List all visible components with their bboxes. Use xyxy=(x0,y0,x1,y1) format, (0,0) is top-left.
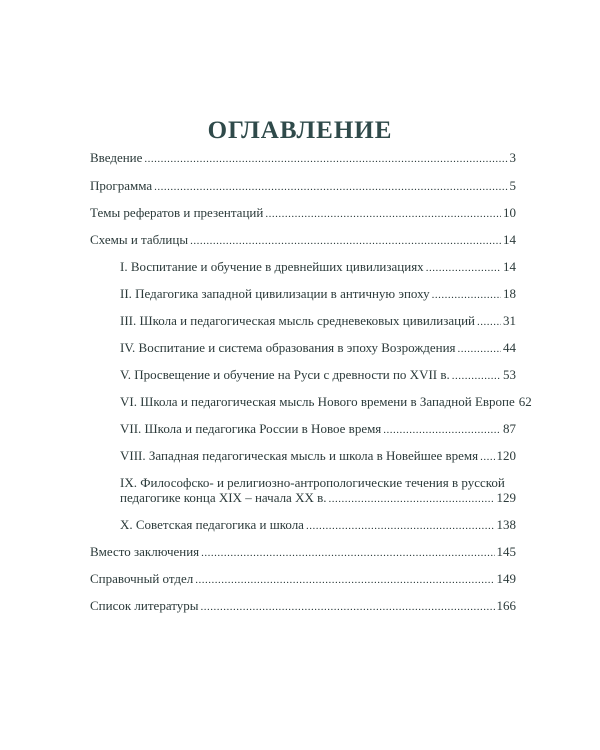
leader-dots xyxy=(190,234,501,249)
toc-entry-page: 120 xyxy=(496,448,516,463)
toc-entry-page: 31 xyxy=(503,313,516,328)
leader-dots xyxy=(201,600,495,615)
toc-entry-bibliography[interactable] xyxy=(90,598,516,615)
leader-dots xyxy=(458,342,502,357)
leader-dots xyxy=(144,152,507,167)
toc-entry-page: 87 xyxy=(503,421,516,436)
toc-entry-label: IV. Воспитание и система образования в эпоху Возрождения xyxy=(120,340,456,355)
leader-dots xyxy=(265,207,501,222)
toc-entry-page: 166 xyxy=(496,598,516,613)
leader-dots xyxy=(201,546,494,561)
toc-entry-program[interactable] xyxy=(90,178,516,195)
toc-entry-label: V. Просвещение и обучение на Руси с древности по XVII в. xyxy=(120,367,450,382)
toc-entry-chapter-4[interactable] xyxy=(120,340,516,357)
toc-entry-page: 145 xyxy=(496,544,516,559)
toc-entry-chapter-6[interactable] xyxy=(120,394,532,411)
toc-entry-label: VIII. Западная педагогическая мысль и школа в Новейшее время xyxy=(120,448,479,463)
toc-entry-page: 138 xyxy=(496,517,516,532)
toc-entry-reference-section[interactable] xyxy=(90,571,516,588)
toc-entry-label: Программа xyxy=(90,178,153,193)
toc-entry-page: 14 xyxy=(503,259,516,274)
leader-dots xyxy=(306,519,495,534)
toc-entry-page: 53 xyxy=(503,367,516,382)
toc-entry-label: VII. Школа и педагогика России в Новое время xyxy=(120,421,382,436)
toc-entry-chapter-8[interactable] xyxy=(120,448,516,465)
leader-dots xyxy=(426,261,501,276)
toc-entry-page: 18 xyxy=(503,286,516,301)
leader-dots xyxy=(383,423,501,438)
toc-entry-page: 5 xyxy=(509,178,516,193)
toc-entry-chapter-3[interactable] xyxy=(120,313,516,330)
toc-entry-introduction[interactable] xyxy=(90,150,516,167)
toc-entry-label: Введение xyxy=(90,150,143,165)
toc-entry-chapter-5[interactable] xyxy=(120,367,516,384)
toc-entry-label-line2: педагогике конца XIX – начала XX в. xyxy=(120,490,327,505)
toc-entry-chapter-10[interactable] xyxy=(120,517,516,534)
toc-entry-essay-topics[interactable] xyxy=(90,205,516,222)
leader-dots xyxy=(154,180,507,195)
toc-entry-label: II. Педагогика западной цивилизации в античную эпоху xyxy=(120,286,430,301)
toc-entry-schemes-tables[interactable] xyxy=(90,232,516,249)
toc-entry-label: Справочный отдел xyxy=(90,571,194,586)
toc-entry-page: 129 xyxy=(496,490,516,505)
leader-dots xyxy=(329,492,495,507)
toc-entry-page: 10 xyxy=(503,205,516,220)
toc-entry-page: 44 xyxy=(503,340,516,355)
leader-dots xyxy=(452,369,501,384)
page-title: ОГЛАВЛЕНИЕ xyxy=(207,116,393,144)
toc-entry-page: 14 xyxy=(503,232,516,247)
leader-dots xyxy=(477,315,501,330)
toc-entry-page: 149 xyxy=(496,571,516,586)
leader-dots xyxy=(195,573,494,588)
leader-dots xyxy=(480,450,494,465)
toc-entry-label: Вместо заключения xyxy=(90,544,200,559)
toc-entry-label-line1: IX. Философско- и религиозно-антропологические течения в русской xyxy=(120,475,505,490)
toc-entry-label: X. Советская педагогика и школа xyxy=(120,517,304,532)
toc-entry-conclusion[interactable] xyxy=(90,544,516,561)
toc-entry-label: III. Школа и педагогическая мысль средневековых цивилизаций xyxy=(120,313,476,328)
toc-entry-label: Схемы и таблицы xyxy=(90,232,189,247)
toc-entry-chapter-9[interactable] xyxy=(120,475,516,507)
toc-entry-chapter-2[interactable] xyxy=(120,286,516,303)
toc-entry-chapter-7[interactable] xyxy=(120,421,516,438)
leader-dots xyxy=(432,288,501,303)
toc-entry-page: 3 xyxy=(509,150,516,165)
toc-entry-label: I. Воспитание и обучение в древнейших цивилизациях xyxy=(120,259,424,274)
toc-entry-label: Список литературы xyxy=(90,598,199,613)
toc-entry-label: VI. Школа и педагогическая мысль Нового времени в Западной Европе xyxy=(120,394,515,409)
toc-entry-page: 62 xyxy=(518,394,532,409)
toc-entry-chapter-1[interactable] xyxy=(120,259,516,276)
toc-entry-label: Темы рефератов и презентаций xyxy=(90,205,264,220)
